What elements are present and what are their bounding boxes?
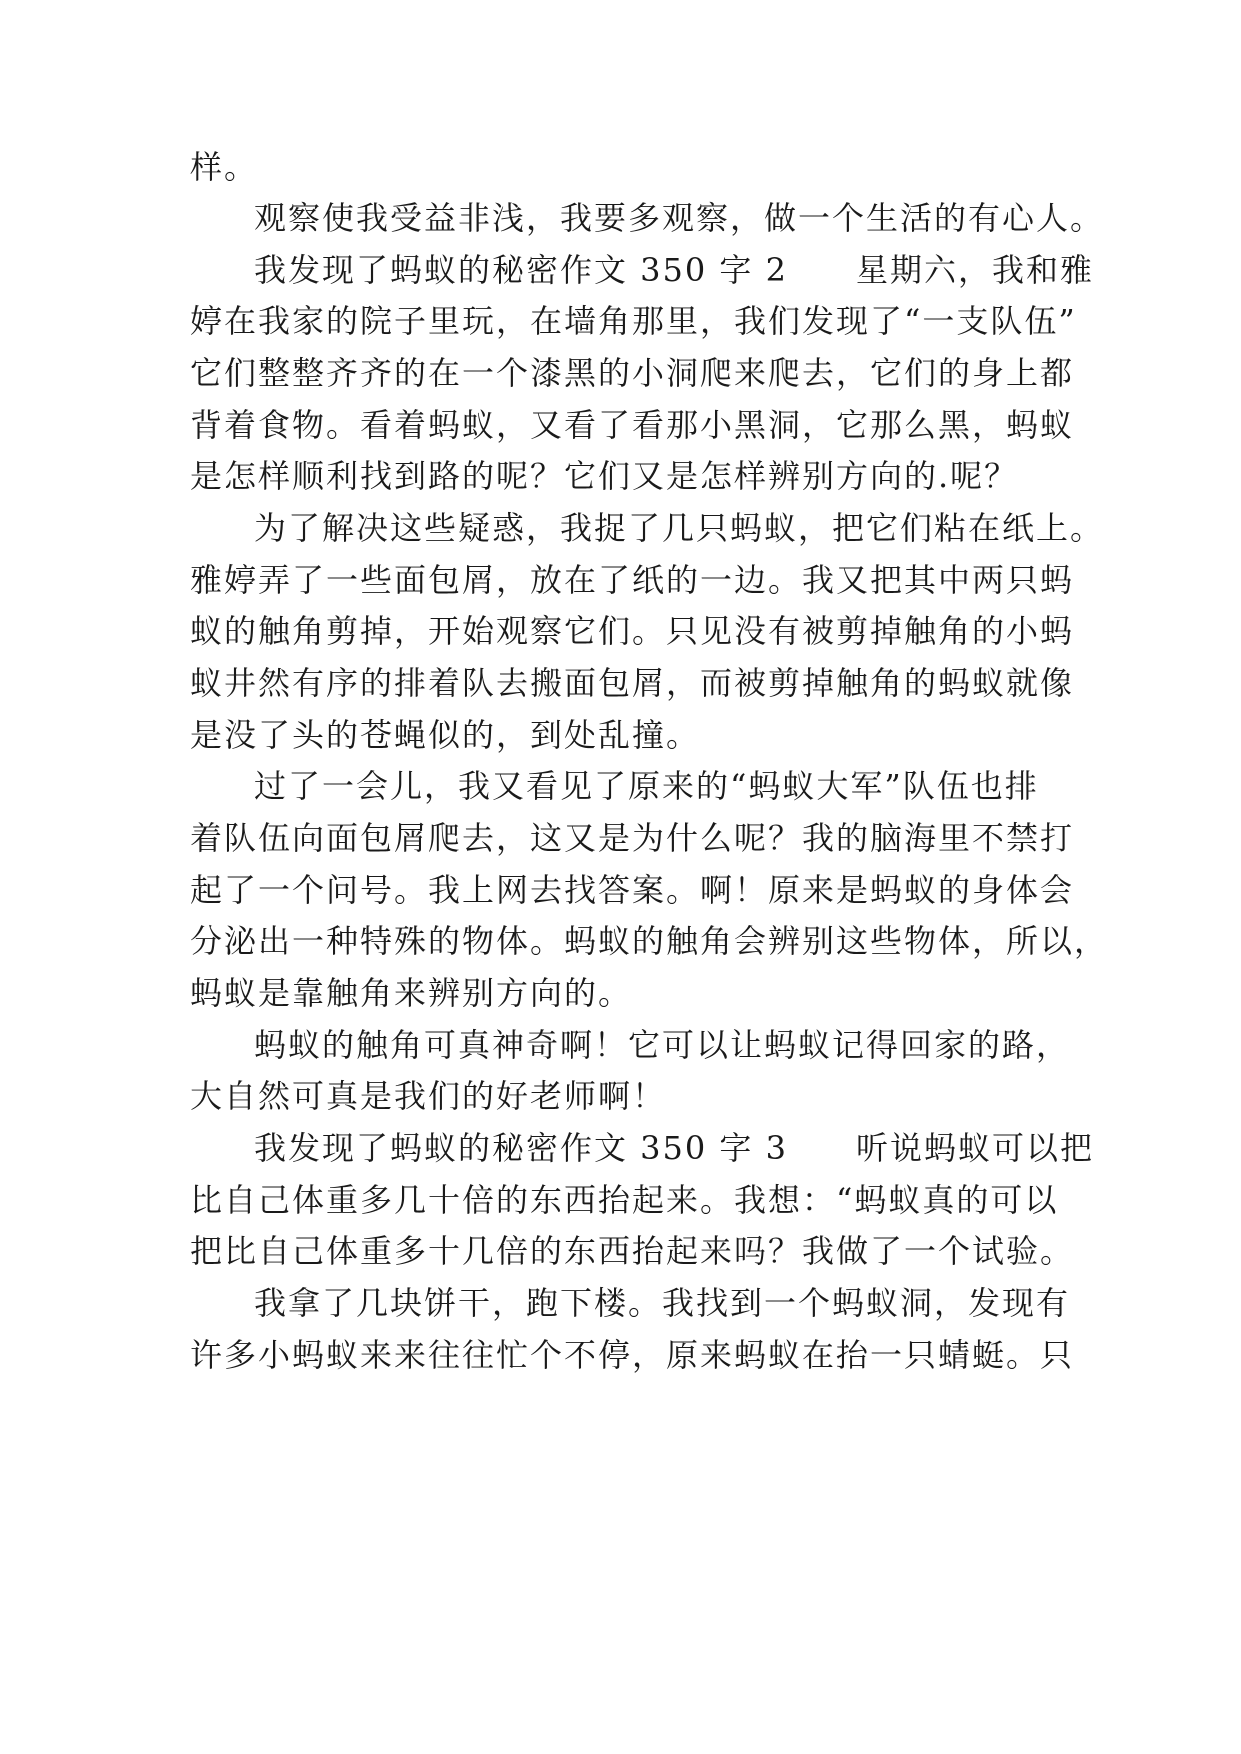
paragraph-start: 我发现了蚂蚁的秘密作文 350 字 2 星期六，我和雅 <box>254 251 1094 289</box>
paragraph-start: 为了解决这些疑惑，我捉了几只蚂蚁，把它们粘在纸上。 <box>254 509 1105 547</box>
text-line: 蚂蚁是靠触角来辨别方向的。 <box>190 974 633 1012</box>
text-line: 婷在我家的院子里玩，在墙角那里，我们发现了“一支队伍” <box>190 302 1077 340</box>
text-line: 比自己体重多几十倍的东西抬起来。我想：“蚂蚁真的可以 <box>190 1181 1059 1219</box>
text-line: 是没了头的苍蝇似的，到处乱撞。 <box>190 716 701 754</box>
text-line: 大自然可真是我们的好老师啊！ <box>190 1077 667 1115</box>
text-line: 着队伍向面包屑爬去，这又是为什么呢？我的脑海里不禁打 <box>190 819 1075 857</box>
text-line: 它们整整齐齐的在一个漆黑的小洞爬来爬去，它们的身上都 <box>190 354 1075 392</box>
text-line: 蚁的触角剪掉，开始观察它们。只见没有被剪掉触角的小蚂 <box>190 612 1075 650</box>
text-line: 许多小蚂蚁来来往往忙个不停，原来蚂蚁在抬一只蜻蜓。只 <box>190 1336 1075 1374</box>
text-line: 雅婷弄了一些面包屑，放在了纸的一边。我又把其中两只蚂 <box>190 561 1075 599</box>
paragraph-start: 过了一会儿，我又看见了原来的“蚂蚁大军”队伍也排 <box>254 767 1039 805</box>
text-line: 背着食物。看着蚂蚁，又看了看那小黑洞，它那么黑，蚂蚁 <box>190 406 1075 444</box>
paragraph-start: 蚂蚁的触角可真神奇啊！它可以让蚂蚁记得回家的路， <box>254 1026 1071 1064</box>
text-line: 起了一个问号。我上网去找答案。啊！原来是蚂蚁的身体会 <box>190 871 1075 909</box>
text-line: 样。 <box>190 148 259 186</box>
text-line: 把比自己体重多十几倍的东西抬起来吗？我做了一个试验。 <box>190 1232 1075 1270</box>
text-line: 分泌出一种特殊的物体。蚂蚁的触角会辨别这些物体，所以， <box>190 922 1109 960</box>
paragraph-start: 我发现了蚂蚁的秘密作文 350 字 3 听说蚂蚁可以把 <box>254 1129 1094 1167</box>
text-line: 是怎样顺利找到路的呢？它们又是怎样辨别方向的.呢？ <box>190 457 1019 495</box>
text-line: 蚁井然有序的排着队去搬面包屑，而被剪掉触角的蚂蚁就像 <box>190 664 1075 702</box>
paragraph-start: 观察使我受益非浅，我要多观察，做一个生活的有心人。 <box>254 199 1105 237</box>
paragraph-start: 我拿了几块饼干，跑下楼。我找到一个蚂蚁洞，发现有 <box>254 1284 1071 1322</box>
